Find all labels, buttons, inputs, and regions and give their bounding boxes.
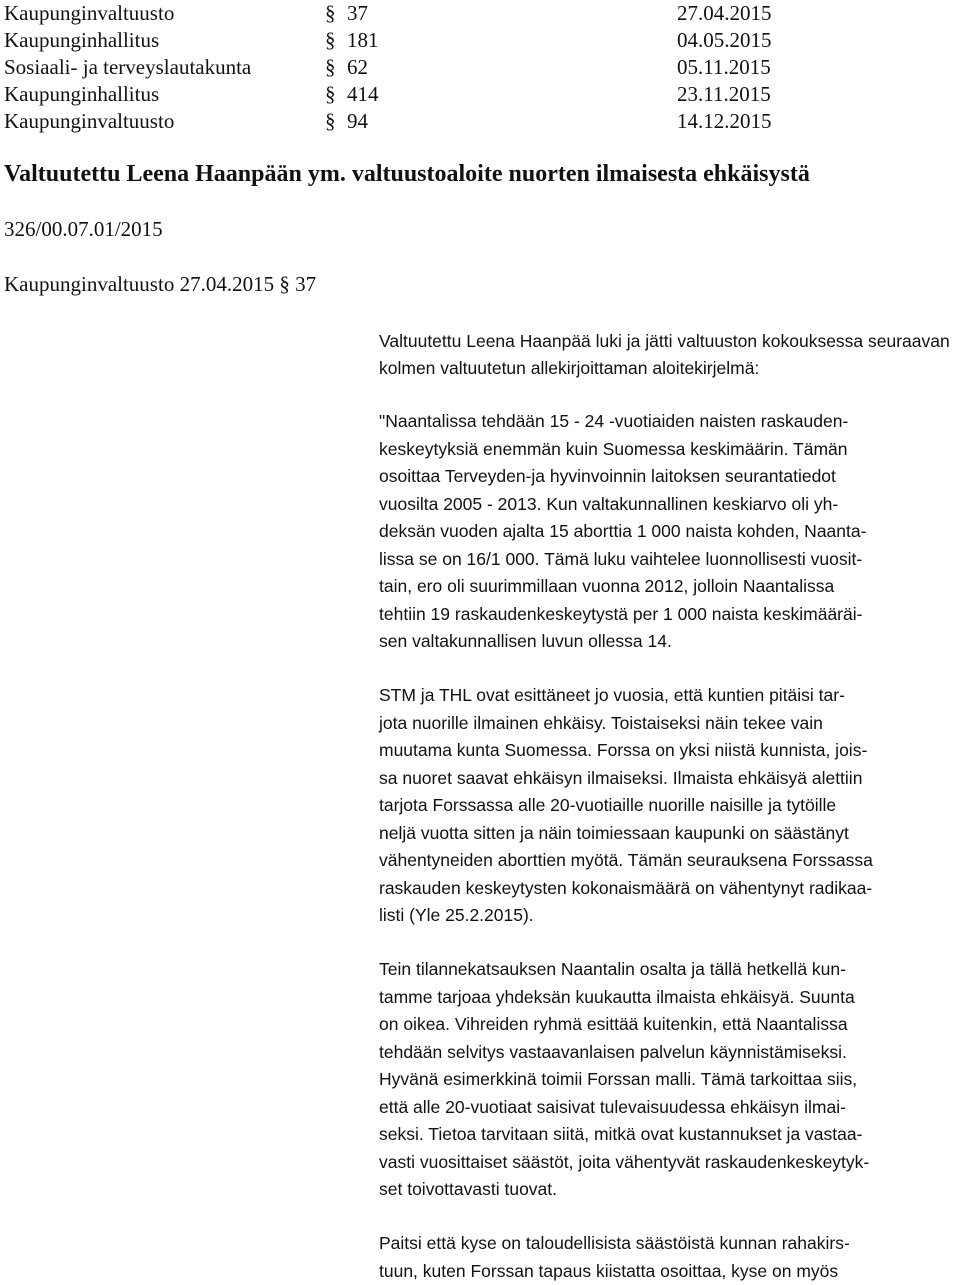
history-number: 94 [347, 109, 368, 133]
paragraph-line: tehdään selvitys vastaavanlaisen palvelun käynnistämiseksi. [379, 1041, 847, 1062]
intro-line: kolmen valtuutetun allekirjoittaman aloitekirjelmä: [379, 357, 760, 378]
history-number: 62 [347, 55, 368, 79]
paragraph-line: lissa se on 16/1 000. Tämä luku vaihtelee luonnollisesti vuosit- [379, 548, 863, 569]
history-date: 05.11.2015 [677, 55, 771, 79]
history-number: 181 [347, 28, 379, 52]
paragraph-line: osoittaa Terveyden-ja hyvinvoinnin laitoksen seurantatiedot [379, 466, 836, 486]
paragraph-line: STM ja THL ovat esittäneet jo vuosia, että kuntien pitäisi tar- [379, 685, 845, 705]
body-paragraph [379, 956, 959, 1204]
paragraph-line: vähentyneiden aborttien myötä. Tämän seurauksena Forssassa [379, 850, 873, 870]
history-number: 414 [347, 82, 379, 106]
paragraph-line: että alle 20-vuotiaat saisivat tulevaisuudessa ehkäisyn ilmai- [379, 1096, 846, 1117]
history-body: Kaupunginvaltuusto [4, 109, 175, 133]
paragraph-line: Tein tilannekatsauksen Naantalin osalta ja tällä hetkellä kun- [379, 959, 846, 979]
paragraph-line: Hyvänä esimerkkinä toimii Forssan malli. Tämä tarkoittaa siis, [379, 1069, 858, 1089]
paragraph-line: listi (Yle 25.2.2015). [379, 905, 534, 925]
paragraph-line: tarjota Forssassa alle 20-vuotiaille nuorille naisille ja tytöille [379, 795, 837, 815]
paragraph-line: sen valtakunnallisen luvun ollessa 14. [379, 631, 672, 651]
paragraph-line: set toivottavasti tuovat. [379, 1179, 558, 1199]
paragraph-line: raskauden keskeytysten kokonaismäärä on vähentynyt radikaa- [379, 877, 873, 898]
section-symbol: § [325, 1, 336, 25]
paragraph-line: tain, ero oli suurimmillaan vuonna 2012, jolloin Naantalissa [379, 576, 835, 596]
paragraph-line: on oikea. Vihreiden ryhmä esittää kuitenkin, että Naantalissa [379, 1014, 848, 1034]
history-date: 27.04.2015 [677, 1, 772, 25]
paragraph-line: muutama kunta Suomessa. Forssa on yksi niistä kunnista, jois- [379, 740, 868, 760]
body-paragraph [379, 1230, 959, 1285]
paragraph-line: tamme tarjoaa yhdeksän kuukautta ilmaista ehkäisyä. Suunta [379, 986, 855, 1007]
section-symbol: § [325, 82, 336, 106]
paragraph-line: vasti vuosittaiset säästöt, joita vähentyvät raskaudenkeskeytyk- [379, 1151, 870, 1172]
history-date: 14.12.2015 [677, 109, 772, 133]
section-symbol: § [325, 28, 336, 52]
history-body: Kaupunginvaltuusto [4, 1, 175, 25]
paragraph-line: Paitsi että kyse on taloudellisista säästöistä kunnan rahakirs- [379, 1233, 850, 1253]
intro-line: Valtuutettu Leena Haanpää luki ja jätti valtuuston kokouksessa seuraavan [379, 331, 950, 351]
paragraph-line: keskeytyksiä enemmän kuin Suomessa keskimäärin. Tämän [379, 438, 848, 459]
body-paragraph [379, 682, 959, 930]
paragraph-line: tuun, kuten Forssan tapaus kiistatta osoittaa, kyse on myös [379, 1260, 839, 1281]
paragraph-line: seksi. Tietoa tarvitaan siitä, mitkä ovat kustannukset ja vastaa- [379, 1124, 863, 1144]
paragraph-line: "Naantalissa tehdään 15 - 24 -vuotiaiden naisten raskauden- [379, 411, 849, 431]
paragraph-line: jota nuorille ilmainen ehkäisy. Toistaiseksi näin tekee vain [379, 712, 823, 733]
history-body: Sosiaali- ja terveyslautakunta [4, 55, 252, 79]
paragraph-line: vuosilta 2005 - 2013. Kun valtakunnallinen keskiarvo oli yh- [379, 493, 839, 514]
section-symbol: § [325, 55, 336, 79]
body-paragraph [379, 408, 959, 656]
history-date: 04.05.2015 [677, 28, 772, 52]
document-number: 326/00.07.01/2015 [4, 217, 163, 241]
intro-paragraph [379, 328, 950, 381]
paragraph-line: sa nuoret saavat ehkäisyn ilmaiseksi. Ilmaista ehkäisyä alettiin [379, 767, 863, 788]
paragraph-line: tehtiin 19 raskaudenkeskeytystä per 1 000 naista keskimääräi- [379, 603, 863, 624]
paragraph-line: deksän vuoden ajalta 15 aborttia 1 000 naista kohden, Naanta- [379, 521, 867, 541]
paragraph-line: neljä vuotta sitten ja näin toimiessaan kaupunki on säästänyt [379, 822, 849, 843]
history-body: Kaupunginhallitus [4, 28, 160, 52]
history-number: 37 [347, 1, 368, 25]
history-date: 23.11.2015 [677, 82, 771, 106]
section-symbol: § [325, 109, 336, 133]
history-body: Kaupunginhallitus [4, 82, 160, 106]
meeting-reference: Kaupunginvaltuusto 27.04.2015 § 37 [4, 272, 317, 296]
document-title: Valtuutettu Leena Haanpään ym. valtuustoaloite nuorten ilmaisesta ehkäisystä [4, 161, 810, 187]
